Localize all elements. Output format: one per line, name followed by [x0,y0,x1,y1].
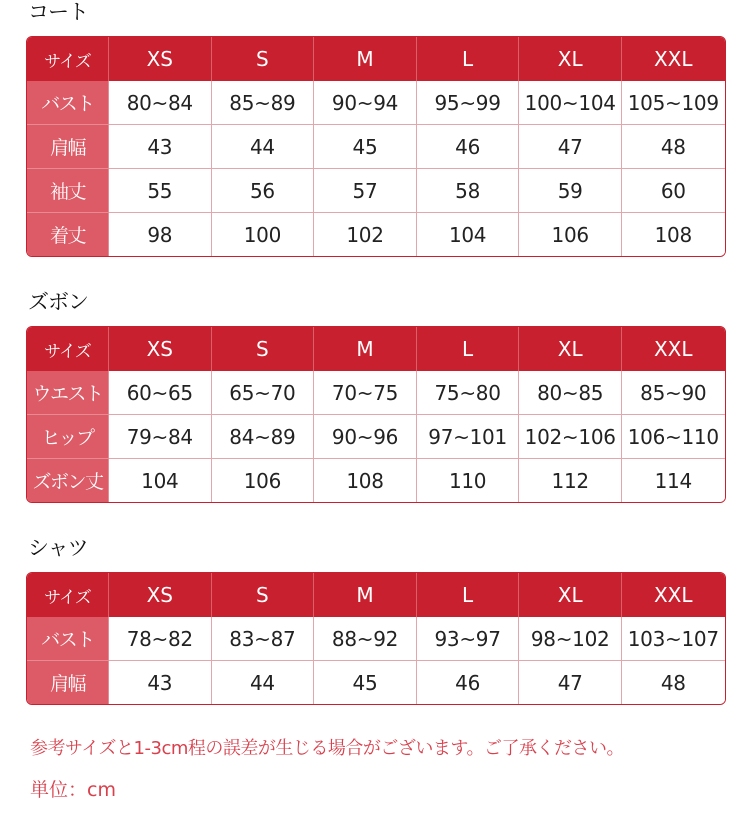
table-row [27,617,725,660]
size-xs-header: XS [109,573,212,617]
row-label: 肩幅 [27,124,109,168]
shirt-size-table [26,572,726,705]
table-cell: 83~87 [212,617,315,660]
row-label: バスト [27,617,109,660]
unit-label: 単位：cm [30,779,116,801]
size-m-header: M [314,573,417,617]
shirt-title: シャツ [28,536,88,560]
row-label: 着丈 [27,212,109,256]
table-cell: 104 [417,212,520,256]
table-cell: 47 [519,660,622,704]
table-cell: 95~99 [417,81,520,124]
table-cell: 80~85 [519,371,622,414]
table-cell: 58 [417,168,520,212]
table-cell: 105~109 [622,81,725,124]
table-cell: 100~104 [519,81,622,124]
size-l-header: L [417,573,520,617]
table-cell: 97~101 [417,414,520,458]
table-cell: 106 [212,458,315,502]
size-xl-header: XL [519,327,622,371]
table-cell: 102 [314,212,417,256]
table-cell: 43 [109,124,212,168]
table-cell: 80~84 [109,81,212,124]
table-cell: 47 [519,124,622,168]
table-cell: 85~89 [212,81,315,124]
coat-title: コート [28,0,88,24]
table-cell: 98~102 [519,617,622,660]
coat-size-table [26,36,726,257]
size-s-header: S [212,327,315,371]
size-xs-header: XS [109,37,212,81]
table-cell: 44 [212,124,315,168]
row-label: 肩幅 [27,660,109,704]
table-cell: 100 [212,212,315,256]
size-xl-header: XL [519,573,622,617]
table-row [27,414,725,458]
table-row [27,660,725,704]
table-cell: 70~75 [314,371,417,414]
table-cell: 45 [314,660,417,704]
table-cell: 112 [519,458,622,502]
table-cell: 114 [622,458,725,502]
table-cell: 48 [622,660,725,704]
table-cell: 88~92 [314,617,417,660]
table-row [27,212,725,256]
size-m-header: M [314,37,417,81]
table-cell: 90~96 [314,414,417,458]
row-label: バスト [27,81,109,124]
table-cell: 57 [314,168,417,212]
table-cell: 48 [622,124,725,168]
size-m-header: M [314,327,417,371]
size-disclaimer-note: 参考サイズと1-3cm程の誤差が生じる場合がございます。ご了承ください。 [30,738,624,759]
size-header-label: サイズ [27,573,109,617]
table-cell: 110 [417,458,520,502]
size-xs-header: XS [109,327,212,371]
table-cell: 43 [109,660,212,704]
table-cell: 103~107 [622,617,725,660]
table-cell: 56 [212,168,315,212]
table-cell: 84~89 [212,414,315,458]
table-cell: 44 [212,660,315,704]
table-cell: 108 [314,458,417,502]
size-xxl-header: XXL [622,573,725,617]
size-l-header: L [417,327,520,371]
table-cell: 106 [519,212,622,256]
table-cell: 60~65 [109,371,212,414]
table-cell: 93~97 [417,617,520,660]
table-cell: 65~70 [212,371,315,414]
table-cell: 102~106 [519,414,622,458]
size-l-header: L [417,37,520,81]
table-row [27,458,725,502]
table-cell: 108 [622,212,725,256]
table-cell: 59 [519,168,622,212]
table-header-row [27,327,725,371]
table-row [27,168,725,212]
row-label: ヒップ [27,414,109,458]
size-s-header: S [212,573,315,617]
size-xxl-header: XXL [622,327,725,371]
table-row [27,371,725,414]
table-cell: 85~90 [622,371,725,414]
size-header-label: サイズ [27,327,109,371]
table-cell: 60 [622,168,725,212]
table-cell: 46 [417,124,520,168]
table-cell: 90~94 [314,81,417,124]
size-xxl-header: XXL [622,37,725,81]
size-s-header: S [212,37,315,81]
pants-size-table [26,326,726,503]
size-header-label: サイズ [27,37,109,81]
row-label: 袖丈 [27,168,109,212]
table-cell: 46 [417,660,520,704]
table-header-row [27,37,725,81]
table-cell: 104 [109,458,212,502]
table-cell: 55 [109,168,212,212]
table-cell: 106~110 [622,414,725,458]
row-label: ウエスト [27,371,109,414]
table-cell: 78~82 [109,617,212,660]
size-xl-header: XL [519,37,622,81]
table-row [27,124,725,168]
table-cell: 75~80 [417,371,520,414]
pants-title: ズボン [28,290,88,314]
row-label: ズボン丈 [27,458,109,502]
table-cell: 45 [314,124,417,168]
table-header-row [27,573,725,617]
table-row [27,81,725,124]
table-cell: 79~84 [109,414,212,458]
table-cell: 98 [109,212,212,256]
